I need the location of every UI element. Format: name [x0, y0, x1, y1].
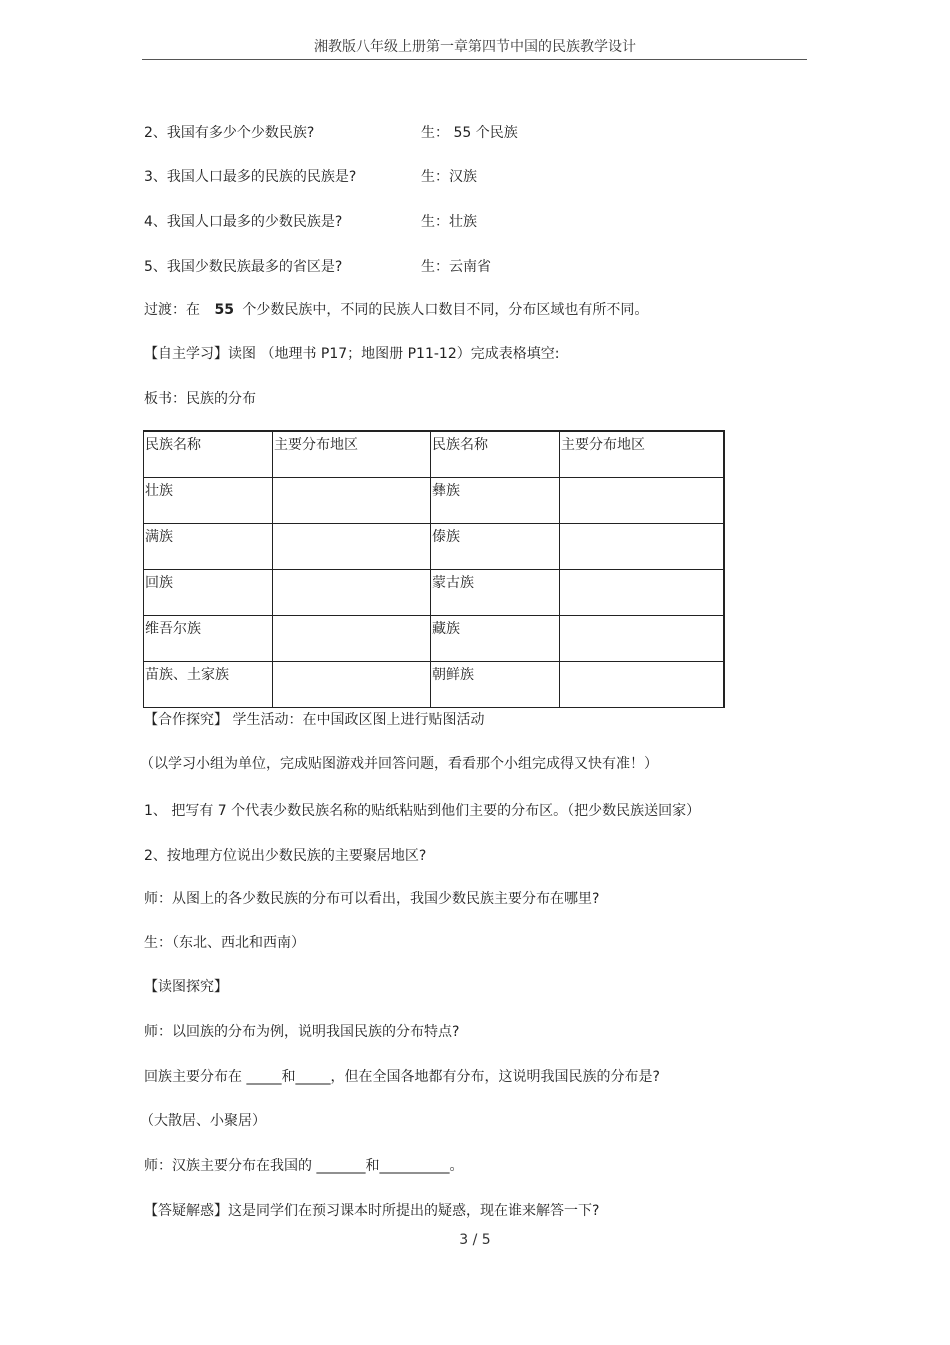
table-header-cell: 民族名称 — [144, 431, 273, 478]
answer-2: 生： 55 个民族 — [421, 125, 518, 141]
table-row — [144, 524, 725, 570]
page-number: 3 / 5 — [459, 1232, 491, 1248]
answer-4: 生：壮族 — [421, 214, 477, 230]
transition-prefix: 过渡：在 — [144, 302, 200, 318]
table-row — [144, 478, 725, 524]
hui-fill-blank: 回族主要分布在 _____和_____，但在全国各地都有分布，这说明我国民族的分布是? — [144, 1069, 660, 1085]
transition-paragraph — [144, 301, 648, 319]
teacher-question-1: 师：从图上的各少数民族的分布可以看出，我国少数民族主要分布在哪里? — [144, 891, 600, 907]
table-cell: 朝鲜族 — [431, 662, 560, 708]
answer-3: 生：汉族 — [421, 169, 477, 185]
table-cell-blank — [560, 662, 725, 708]
transition-suffix: 个少数民族中，不同的民族人口数目不同，分布区域也有所不同。 — [242, 302, 649, 318]
table-cell-blank — [273, 662, 431, 708]
question-2: 2、我国有多少个少数民族? — [144, 125, 315, 141]
table-cell: 蒙古族 — [431, 570, 560, 616]
table-cell: 藏族 — [431, 616, 560, 662]
read-map-heading: 【读图探究】 — [144, 979, 228, 995]
table-cell-blank — [273, 524, 431, 570]
page-header-title: 湘教版八年级上册第一章第四节中国的民族教学设计 — [314, 39, 636, 55]
table-header-cell: 主要分布地区 — [273, 431, 431, 478]
group-note: （以学习小组为单位，完成贴图游戏并回答问题，看看那个小组完成得又快有准！） — [140, 756, 658, 772]
table-cell-blank — [560, 524, 725, 570]
self-study-heading: 【自主学习】读图 （地理书 P17；地图册 P11-12）完成表格填空: — [144, 346, 560, 362]
table-row — [144, 570, 725, 616]
table-cell-blank — [560, 616, 725, 662]
task-2: 2、按地理方位说出少数民族的主要聚居地区? — [144, 848, 427, 864]
table-cell: 回族 — [144, 570, 273, 616]
question-4: 4、我国人口最多的少数民族是? — [144, 214, 343, 230]
table-cell: 苗族、土家族 — [144, 662, 273, 708]
table-cell-blank — [273, 616, 431, 662]
coop-heading: 【合作探究】 学生活动：在中国政区图上进行贴图活动 — [144, 712, 485, 728]
table-cell: 壮族 — [144, 478, 273, 524]
table-cell-blank — [560, 570, 725, 616]
answer-5: 生：云南省 — [421, 259, 491, 275]
table-cell: 满族 — [144, 524, 273, 570]
table-cell-blank — [273, 478, 431, 524]
task-1: 1、 把写有 7 个代表少数民族名称的贴纸粘贴到他们主要的分布区。（把少数民族送回家） — [144, 803, 701, 819]
table-row — [144, 616, 725, 662]
table-cell: 傣族 — [431, 524, 560, 570]
ethnic-distribution-table — [143, 430, 725, 708]
transition-number: 55 — [214, 302, 234, 318]
table-cell: 维吾尔族 — [144, 616, 273, 662]
table-header-cell: 民族名称 — [431, 431, 560, 478]
table-header-row — [144, 431, 725, 478]
teacher-question-2: 师：以回族的分布为例，说明我国民族的分布特点? — [144, 1024, 460, 1040]
table-cell-blank — [560, 478, 725, 524]
board-heading: 板书：民族的分布 — [144, 391, 256, 407]
table-cell: 彝族 — [431, 478, 560, 524]
table-cell-blank — [273, 570, 431, 616]
table-header-cell: 主要分布地区 — [560, 431, 725, 478]
table-row — [144, 662, 725, 708]
student-answer-1: 生：（东北、西北和西南） — [144, 935, 305, 951]
teacher-question-3: 师：汉族主要分布在我国的 _______和__________。 — [144, 1158, 464, 1174]
question-5: 5、我国少数民族最多的省区是? — [144, 259, 343, 275]
qa-session-heading: 【答疑解惑】这是同学们在预习课本时所提出的疑惑，现在谁来解答一下? — [144, 1203, 600, 1219]
question-3: 3、我国人口最多的民族的民族是? — [144, 169, 357, 185]
header-divider — [142, 59, 807, 60]
distribution-answer: （大散居、小聚居） — [140, 1113, 266, 1129]
